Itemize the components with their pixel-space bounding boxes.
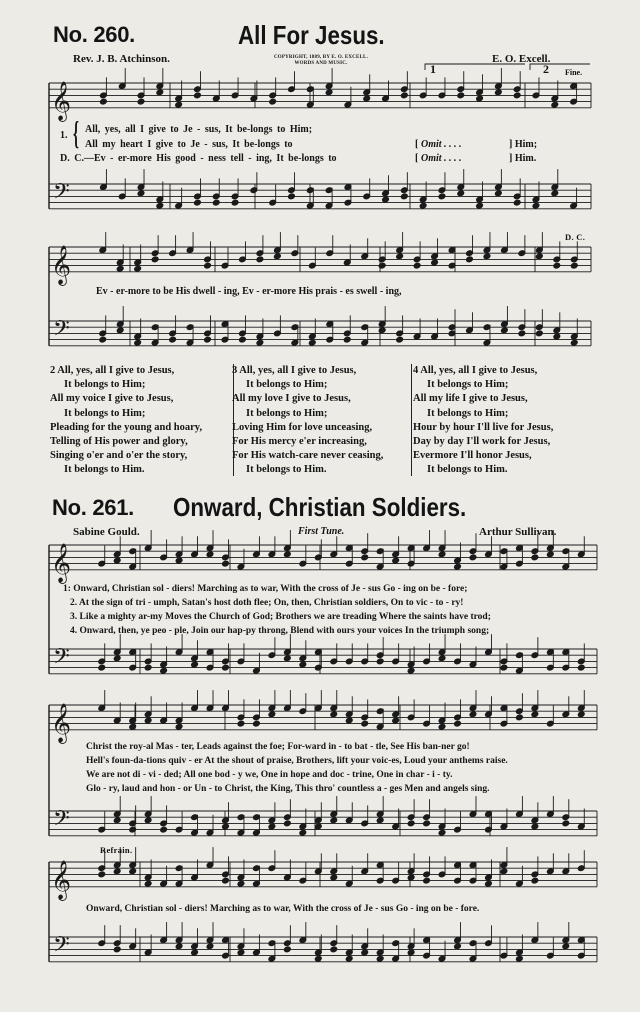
him-label-2: ] Him. bbox=[509, 153, 537, 164]
note-head bbox=[570, 262, 578, 269]
note-head bbox=[151, 256, 159, 263]
note-head bbox=[531, 877, 539, 884]
note-head bbox=[454, 563, 462, 570]
hymn-260-author: Rev. J. B. Atchinson. bbox=[73, 53, 170, 65]
note-head bbox=[438, 829, 446, 836]
note-head bbox=[325, 89, 333, 96]
hymn-260-title: All For Jesus. bbox=[238, 20, 385, 50]
note-head bbox=[175, 557, 183, 564]
note-head bbox=[239, 336, 247, 343]
note-head bbox=[137, 190, 145, 197]
note-head bbox=[160, 667, 168, 674]
note-head bbox=[113, 557, 121, 564]
note-head bbox=[222, 664, 230, 671]
note-head bbox=[237, 949, 245, 956]
note-head bbox=[419, 202, 427, 209]
note-head bbox=[137, 98, 145, 105]
note-head bbox=[274, 253, 282, 260]
note-head bbox=[407, 874, 415, 881]
fine-marking: Fine. bbox=[565, 68, 583, 77]
note-head bbox=[191, 661, 199, 668]
note-head bbox=[407, 667, 415, 674]
note-head bbox=[134, 265, 142, 272]
note-head bbox=[144, 880, 152, 887]
note-head bbox=[284, 820, 292, 827]
stanza-3: 3 All, yes, all I give to Jesus, It belongs to Him; All my love I give to Jesus, It belongs to Him; Loving Him for love unceasing, For His mercy e'er increasing, For His watch-care never ceasing, It belongs to Him. bbox=[232, 365, 384, 476]
hymn-261-verse-1-line-2: Christ the roy-al Mas - ter, Leads against the foe; For-ward in - to bat - tle, See His ban-ner go! bbox=[86, 742, 470, 752]
note-head bbox=[501, 327, 509, 334]
note-head bbox=[231, 199, 239, 206]
note-head bbox=[343, 336, 351, 343]
bracket-open: [ bbox=[415, 139, 419, 150]
note-head bbox=[532, 202, 540, 209]
note-head bbox=[361, 554, 369, 561]
hymn-261-tune: First Tune. bbox=[298, 526, 345, 537]
hymn-260-lyric-line-1: All, yes, all I give to Je - sus, It be-longs to Him; bbox=[85, 124, 313, 135]
note-head bbox=[222, 823, 230, 830]
note-head bbox=[454, 720, 462, 727]
treble-clef: 𝄞 bbox=[51, 542, 72, 583]
note-head bbox=[551, 190, 559, 197]
note-head bbox=[156, 202, 164, 209]
note-head bbox=[269, 98, 277, 105]
note-head bbox=[98, 664, 106, 671]
note-head bbox=[495, 190, 503, 197]
note-head bbox=[413, 262, 421, 269]
bracket-open-2: [ bbox=[415, 153, 419, 164]
refrain-label: Refrain. bbox=[100, 845, 133, 855]
note-head bbox=[483, 253, 491, 260]
note-head bbox=[562, 943, 570, 950]
note-head bbox=[116, 327, 124, 334]
note-head bbox=[382, 196, 390, 203]
note-head bbox=[516, 955, 524, 962]
note-head bbox=[175, 101, 183, 108]
note-head bbox=[476, 95, 484, 102]
bass-clef: 𝄢 bbox=[53, 932, 70, 963]
treble-clef: 𝄞 bbox=[51, 80, 72, 121]
hymn-261-verse-3-line-1: 3. Like a mighty ar-my Moves the Church of God; Brothers we are treading Where the saints have trod; bbox=[70, 612, 491, 622]
note-head bbox=[222, 560, 230, 567]
verse-number: 1. bbox=[60, 130, 68, 141]
note-head bbox=[438, 723, 446, 730]
note-head bbox=[396, 253, 404, 260]
hymn-261-verse-4-line-1: 4. Onward, then, ye peo - ple, Join our hap-py throng, Blend with ours your voices In the triumph song; bbox=[70, 626, 490, 636]
hymn-260-number: No. 260. bbox=[53, 22, 135, 47]
note-head bbox=[308, 339, 316, 346]
hymn-261-verse-1-line-1: 1: Onward, Christian sol - diers! Marching as to war, With the cross of Je - sus Go - ing on be - fore; bbox=[63, 584, 468, 594]
note-head bbox=[175, 943, 183, 950]
stanza-2: 2 All, yes, all I give to Jesus, It belongs to Him; All my voice I give to Jesus, It belongs to Him; Pleading for the young and hoary, Telling of His power and glory, Singing o'er and o'er the story, It belongs to Him. bbox=[50, 365, 203, 476]
note-head bbox=[237, 720, 245, 727]
note-head bbox=[113, 946, 121, 953]
note-head bbox=[204, 336, 212, 343]
note-head bbox=[469, 554, 477, 561]
note-head bbox=[553, 262, 561, 269]
note-head bbox=[577, 664, 585, 671]
omit-label-2: Omit . . . . bbox=[421, 153, 462, 164]
hymn-261-verse-4-line-2: Glo - ry, laud and hon - or Un - to Christ, the King, This thro' countless a - ges Men and angels sing. bbox=[86, 784, 490, 794]
note-head bbox=[400, 193, 408, 200]
note-head bbox=[212, 199, 220, 206]
note-head bbox=[160, 826, 168, 833]
note-head bbox=[314, 955, 322, 962]
note-head bbox=[423, 820, 431, 827]
note-head bbox=[562, 820, 570, 827]
note-head bbox=[438, 193, 446, 200]
treble-clef: 𝄞 bbox=[51, 244, 72, 285]
note-head bbox=[438, 551, 446, 558]
hymn-261-author: Sabine Gould. bbox=[73, 526, 140, 538]
hymn-261-refrain-line: Onward, Christian sol - diers! Marching as to war, With the cross of Je - sus Go - ing on be - fore. bbox=[86, 904, 480, 914]
hymn-261-composer: Arthur Sullivan. bbox=[479, 526, 557, 538]
note-head bbox=[457, 190, 465, 197]
note-head bbox=[288, 193, 296, 200]
note-head bbox=[376, 658, 384, 665]
note-head bbox=[204, 262, 212, 269]
note-head bbox=[378, 327, 386, 334]
note-head bbox=[423, 877, 431, 884]
second-ending-bracket bbox=[530, 64, 590, 70]
note-head bbox=[378, 262, 386, 269]
note-head bbox=[466, 256, 474, 263]
note-head bbox=[547, 551, 555, 558]
note-head bbox=[431, 259, 439, 266]
note-head bbox=[536, 253, 544, 260]
bass-clef: 𝄢 bbox=[53, 644, 70, 675]
first-ending-number: 1 bbox=[430, 62, 436, 76]
hymn-260-lyric-line-3: D. C.—Ev - er-more His good - ness tell - ing, It be-longs to bbox=[60, 153, 337, 164]
bass-clef: 𝄢 bbox=[53, 806, 70, 837]
note-head bbox=[98, 871, 106, 878]
note-head bbox=[513, 92, 521, 99]
bass-clef: 𝄢 bbox=[53, 316, 70, 347]
note-head bbox=[577, 711, 585, 718]
note-head bbox=[531, 711, 539, 718]
stanza-divider-2 bbox=[411, 364, 412, 476]
note-head bbox=[299, 829, 307, 836]
note-head bbox=[330, 817, 338, 824]
note-head bbox=[194, 199, 202, 206]
note-head bbox=[392, 717, 400, 724]
note-head bbox=[175, 723, 183, 730]
note-head bbox=[495, 89, 503, 96]
note-head bbox=[500, 664, 508, 671]
treble-clef: 𝄞 bbox=[51, 859, 72, 900]
note-head bbox=[485, 880, 493, 887]
note-head bbox=[113, 817, 121, 824]
note-head bbox=[144, 664, 152, 671]
note-head bbox=[100, 98, 108, 105]
note-head bbox=[314, 823, 322, 830]
note-head bbox=[454, 943, 462, 950]
note-head bbox=[400, 92, 408, 99]
note-head bbox=[476, 202, 484, 209]
note-head bbox=[345, 955, 353, 962]
note-head bbox=[284, 551, 292, 558]
bass-clef: 𝄢 bbox=[53, 179, 70, 210]
note-head bbox=[268, 823, 276, 830]
note-head bbox=[407, 949, 415, 956]
note-head bbox=[284, 946, 292, 953]
note-head bbox=[113, 868, 121, 875]
note-head bbox=[513, 199, 521, 206]
hymn-260-lyric-line-2: All my heart I give to Je - sus, It be-longs to bbox=[85, 139, 293, 150]
note-head bbox=[330, 874, 338, 881]
note-head bbox=[363, 95, 371, 102]
hymn-260-copyright: COPYRIGHT, 1889, BY E. O. EXCELL. WORDS AND MUSIC. bbox=[273, 55, 369, 66]
dc-marking: D. C. bbox=[565, 232, 586, 242]
note-head bbox=[469, 711, 477, 718]
first-ending-bracket bbox=[425, 64, 525, 70]
note-head bbox=[553, 333, 561, 340]
note-head bbox=[570, 339, 578, 346]
hymn-261-verse-2-line-2: Hell's foun-da-tions quiv - er At the shout of praise, Brothers, lift your voic-es, Loud your anthems raise. bbox=[86, 756, 508, 766]
note-head bbox=[284, 655, 292, 662]
hymn-261-verse-2-line-1: 2. At the sign of tri - umph, Satan's host doth flee; On, then, Christian soldiers, On to vic - to - ry! bbox=[70, 598, 464, 608]
note-head bbox=[99, 336, 107, 343]
note-head bbox=[206, 943, 214, 950]
note-head bbox=[191, 949, 199, 956]
note-head bbox=[299, 661, 307, 668]
note-head bbox=[194, 92, 202, 99]
note-head bbox=[144, 717, 152, 724]
note-head bbox=[113, 655, 121, 662]
note-head bbox=[330, 946, 338, 953]
note-head bbox=[144, 817, 152, 824]
note-head bbox=[516, 714, 524, 721]
note-head bbox=[156, 89, 164, 96]
note-head bbox=[256, 256, 264, 263]
note-head bbox=[116, 265, 124, 272]
note-head bbox=[129, 868, 137, 875]
stanza-4: 4 All, yes, all I give to Jesus, It belongs to Him; All my life I give to Jesus, It belongs to Him; Hour by hour I'll live for Jesus, Day by day I'll work for Jesus, Evermore I'll honor Jesus, It belongs to Him. bbox=[413, 365, 554, 476]
hymn-260-composer: E. O. Excell. bbox=[492, 53, 551, 65]
note-head bbox=[531, 823, 539, 830]
hymn-260-refrain-line: Ev - er-more to be His dwell - ing, Ev - er-more His prais - es swell - ing, bbox=[96, 286, 402, 297]
note-head bbox=[376, 817, 384, 824]
note-head bbox=[330, 711, 338, 718]
note-head bbox=[206, 551, 214, 558]
omit-label: Omit . . . . bbox=[421, 139, 462, 150]
note-head bbox=[169, 336, 177, 343]
note-head bbox=[361, 720, 369, 727]
note-head bbox=[438, 655, 446, 662]
note-head bbox=[551, 101, 559, 108]
note-head bbox=[256, 339, 264, 346]
hymn-261-title: Onward, Christian Soldiers. bbox=[173, 492, 467, 522]
note-head bbox=[531, 554, 539, 561]
note-head bbox=[253, 720, 261, 727]
note-head bbox=[518, 330, 526, 337]
note-head bbox=[361, 949, 369, 956]
note-head bbox=[345, 717, 353, 724]
note-head bbox=[392, 557, 400, 564]
note-head bbox=[396, 336, 404, 343]
note-head bbox=[222, 877, 230, 884]
note-head bbox=[457, 92, 465, 99]
him-label: ] Him; bbox=[509, 139, 538, 150]
hymn-261-number: No. 261. bbox=[52, 495, 134, 520]
note-head bbox=[500, 868, 508, 875]
note-head bbox=[134, 339, 142, 346]
second-ending-number: 2 bbox=[543, 62, 549, 76]
treble-clef: 𝄞 bbox=[51, 702, 72, 743]
note-head bbox=[407, 820, 415, 827]
note-head bbox=[536, 330, 544, 337]
verse-brace: { bbox=[73, 117, 79, 153]
note-head bbox=[237, 880, 245, 887]
note-head bbox=[376, 955, 384, 962]
note-head bbox=[268, 711, 276, 718]
hymn-261-verse-3-line-2: We are not di - vi - ded; All one bod - y we, One in hope and doc - trine, One in char - i - ty. bbox=[86, 770, 453, 780]
